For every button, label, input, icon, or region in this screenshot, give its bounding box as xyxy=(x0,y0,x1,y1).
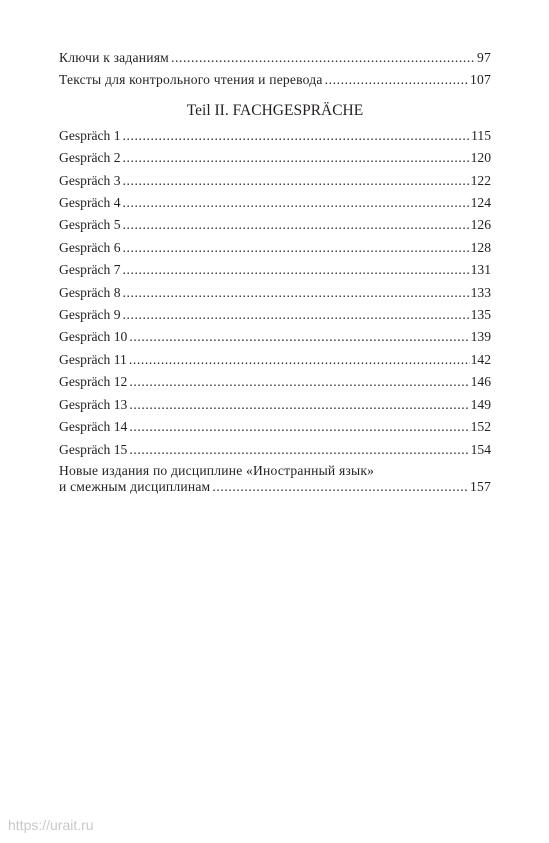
toc-entry-page: 154 xyxy=(470,441,491,457)
toc-entry-label: Gespräch 8 xyxy=(59,284,121,300)
toc-entry-new-editions-line1: Новые издания по дисциплине «Иностранный язык» xyxy=(59,462,375,478)
toc-entry-label: Gespräch 3 xyxy=(59,172,121,188)
leader-dots xyxy=(171,47,476,69)
toc-entry-texts xyxy=(59,69,491,91)
toc-entry-label: Gespräch 1 xyxy=(59,127,121,143)
toc-entry-gesprach-13 xyxy=(59,394,491,416)
toc-entry-gesprach-10 xyxy=(59,326,491,348)
leader-dots xyxy=(129,326,469,348)
toc-entry-label: Gespräch 10 xyxy=(59,329,128,345)
toc-entry-label: Gespräch 13 xyxy=(59,396,128,412)
leader-dots xyxy=(123,125,471,147)
leader-dots xyxy=(325,69,469,91)
leader-dots xyxy=(123,304,470,326)
toc-entry-page: 131 xyxy=(470,262,491,278)
toc-entry-gesprach-11 xyxy=(59,349,491,371)
toc-entry-page: 115 xyxy=(471,127,491,143)
leader-dots xyxy=(129,439,469,461)
leader-dots xyxy=(212,479,469,496)
toc-entry-label: и смежным дисциплинам xyxy=(59,479,211,495)
toc-entry-page: 120 xyxy=(470,150,491,166)
toc-entry-page: 157 xyxy=(470,479,491,495)
watermark-url: https://urait.ru xyxy=(8,817,94,833)
toc-entry-gesprach-9 xyxy=(59,304,491,326)
leader-dots xyxy=(129,371,469,393)
toc-entry-page: 122 xyxy=(470,172,491,188)
toc-entry-gesprach-14 xyxy=(59,416,491,438)
toc-entry-gesprach-6 xyxy=(59,237,491,259)
toc-entry-page: 135 xyxy=(470,307,491,323)
toc-entry-label: Gespräch 4 xyxy=(59,195,121,211)
toc-entry-keys xyxy=(59,47,491,69)
toc-entry-label: Gespräch 7 xyxy=(59,262,121,278)
toc-entry-gesprach-4 xyxy=(59,192,491,214)
toc-entry-page: 152 xyxy=(470,419,491,435)
leader-dots xyxy=(123,170,470,192)
toc-entry-label: Gespräch 14 xyxy=(59,419,128,435)
leader-dots xyxy=(123,259,470,281)
toc-entry-label: Gespräch 11 xyxy=(59,351,127,367)
toc-entry-page: 97 xyxy=(477,50,491,65)
toc-entry-gesprach-5 xyxy=(59,214,491,236)
toc-entry-label: Gespräch 9 xyxy=(59,307,121,323)
leader-dots xyxy=(123,282,470,304)
leader-dots xyxy=(129,349,470,371)
toc-entry-label: Gespräch 2 xyxy=(59,150,121,166)
leader-dots xyxy=(123,237,470,259)
toc-entry-gesprach-1 xyxy=(59,125,491,147)
toc-entry-label: Ключи к заданиям xyxy=(59,50,169,65)
toc-entry-page: 107 xyxy=(470,72,491,88)
toc-entry-page: 149 xyxy=(470,396,491,412)
toc-entry-label: Gespräch 6 xyxy=(59,239,121,255)
toc-entry-label: Gespräch 15 xyxy=(59,441,128,457)
leader-dots xyxy=(123,214,470,236)
toc-entry-label: Тексты для контрольного чтения и перевода xyxy=(59,72,323,88)
toc-entry-gesprach-12 xyxy=(59,371,491,393)
toc-entry-page: 133 xyxy=(470,284,491,300)
table-of-contents xyxy=(59,47,491,496)
leader-dots xyxy=(129,394,469,416)
leader-dots xyxy=(123,147,470,169)
section-title: Teil II. FACHGESPRÄCHE xyxy=(186,101,364,119)
toc-entry-page: 124 xyxy=(470,195,491,211)
toc-entry-page: 126 xyxy=(470,217,491,233)
toc-entry-page: 142 xyxy=(470,351,491,367)
toc-entry-label: Gespräch 5 xyxy=(59,217,121,233)
toc-entry-gesprach-3 xyxy=(59,170,491,192)
toc-entry-page: 146 xyxy=(470,374,491,390)
toc-entry-page: 139 xyxy=(470,329,491,345)
toc-entry-gesprach-2 xyxy=(59,147,491,169)
leader-dots xyxy=(129,416,469,438)
leader-dots xyxy=(123,192,470,214)
toc-entry-page: 128 xyxy=(470,239,491,255)
toc-entry-new-editions xyxy=(59,479,491,496)
toc-entry-gesprach-7 xyxy=(59,259,491,281)
toc-entry-gesprach-15 xyxy=(59,439,491,461)
toc-entry-label: Gespräch 12 xyxy=(59,374,128,390)
toc-entry-gesprach-8 xyxy=(59,282,491,304)
